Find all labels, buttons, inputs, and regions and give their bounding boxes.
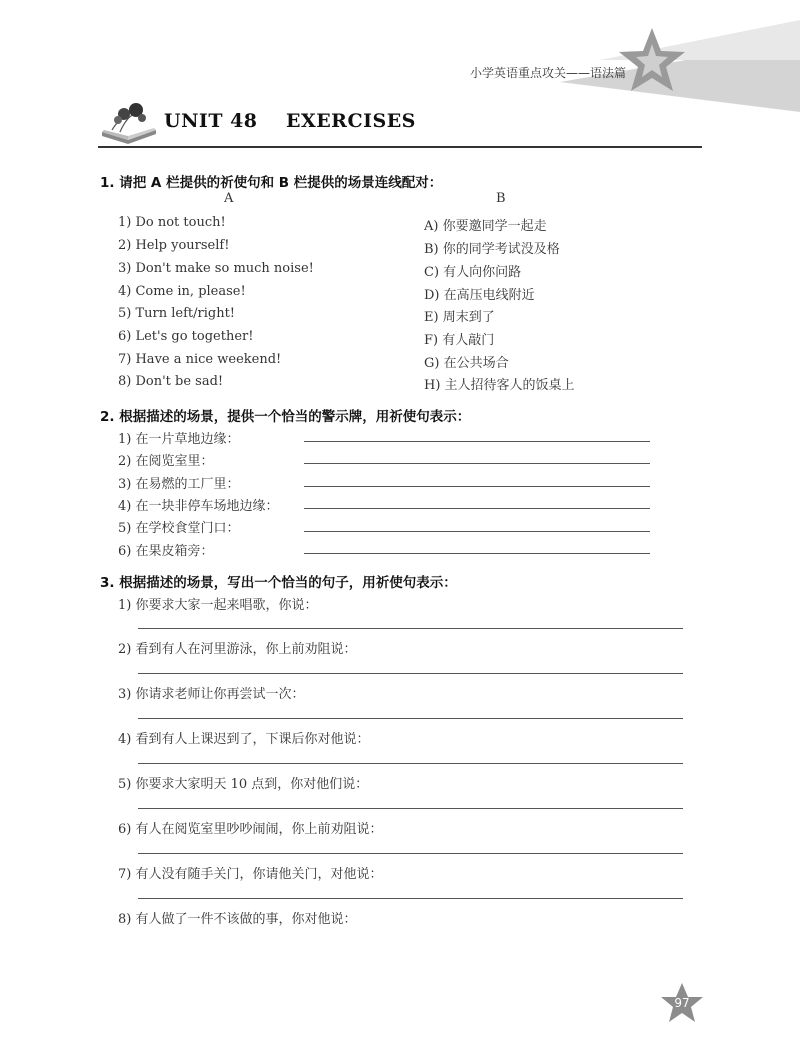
unit-title-block [98, 98, 702, 150]
q2-item: 2) 在阅览室里： [118, 454, 214, 469]
q1-column-a-header: A [224, 191, 234, 206]
q3-answer-line[interactable] [138, 808, 683, 809]
q3-heading: 3. 根据描述的场景，写出一个恰当的句子，用祈使句表示： [100, 575, 457, 591]
q3-item: 6) 有人在阅览室里吵吵闹闹，你上前劝阻说： [118, 822, 383, 837]
q1-b-item: F) 有人敲门 [424, 333, 495, 348]
q1-b-item: A) 你要邀同学一起走 [424, 219, 547, 234]
q2-item: 4) 在一块非停车场地边缘： [118, 499, 279, 514]
unit-title: UNIT 48 EXERCISES [164, 110, 416, 132]
q3-item: 4) 看到有人上课迟到了，下课后你对他说： [118, 732, 370, 747]
q2-answer-line[interactable] [304, 486, 650, 487]
q2-answer-line[interactable] [304, 531, 650, 532]
q1-a-item: 5) Turn left/right! [118, 306, 236, 321]
q2-answer-line[interactable] [304, 508, 650, 509]
q2-heading: 2. 根据描述的场景，提供一个恰当的警示牌，用祈使句表示： [100, 409, 471, 425]
q2-item: 3) 在易燃的工厂里： [118, 477, 240, 492]
q1-a-item: 6) Let's go together! [118, 329, 254, 344]
q1-b-item: G) 在公共场合 [424, 356, 509, 371]
q1-a-item: 8) Don't be sad! [118, 374, 224, 389]
q1-a-item: 4) Come in, please! [118, 284, 246, 299]
q3-item: 7) 有人没有随手关门，你请他关门，对他说： [118, 867, 383, 882]
q1-b-item: D) 在高压电线附近 [424, 288, 535, 303]
q3-item: 3) 你请求老师让你再尝试一次： [118, 687, 305, 702]
q1-heading: 1. 请把 A 栏提供的祈使句和 B 栏提供的场景连线配对： [100, 175, 443, 191]
series-title: 小学英语重点攻关——语法篇 [470, 66, 627, 80]
book-flower-icon [98, 98, 160, 146]
q2-item: 1) 在一片草地边缘： [118, 432, 240, 447]
q2-answer-line[interactable] [304, 553, 650, 554]
q2-answer-line[interactable] [304, 463, 650, 464]
q3-item: 5) 你要求大家明天 10 点到，你对他们说： [118, 777, 369, 792]
q3-answer-line[interactable] [138, 763, 683, 764]
q3-answer-line[interactable] [138, 673, 683, 674]
q1-b-item: B) 你的同学考试没及格 [424, 242, 560, 257]
q1-a-item: 1) Do not touch! [118, 215, 226, 230]
q1-b-item: E) 周末到了 [424, 310, 495, 325]
q1-b-item: C) 有人向你问路 [424, 265, 522, 280]
q3-answer-line[interactable] [138, 853, 683, 854]
q3-answer-line[interactable] [138, 718, 683, 719]
q3-item: 2) 看到有人在河里游泳，你上前劝阻说： [118, 642, 357, 657]
q1-column-b-header: B [496, 191, 506, 206]
q3-answer-line[interactable] [138, 898, 683, 899]
q3-item: 8) 有人做了一件不该做的事，你对他说： [118, 912, 357, 927]
q1-a-item: 7) Have a nice weekend! [118, 352, 282, 367]
q2-item: 6) 在果皮箱旁： [118, 544, 214, 559]
q1-a-item: 3) Don't make so much noise! [118, 261, 314, 276]
q3-answer-line[interactable] [138, 628, 683, 629]
q3-item: 1) 你要求大家一起来唱歌，你说： [118, 598, 318, 613]
q1-b-item: H) 主人招待客人的饭桌上 [424, 378, 575, 393]
title-divider [98, 146, 702, 148]
q1-a-item: 2) Help yourself! [118, 238, 230, 253]
q2-item: 5) 在学校食堂门口： [118, 521, 240, 536]
page-number: 97 [674, 996, 690, 1010]
q2-answer-line[interactable] [304, 441, 650, 442]
